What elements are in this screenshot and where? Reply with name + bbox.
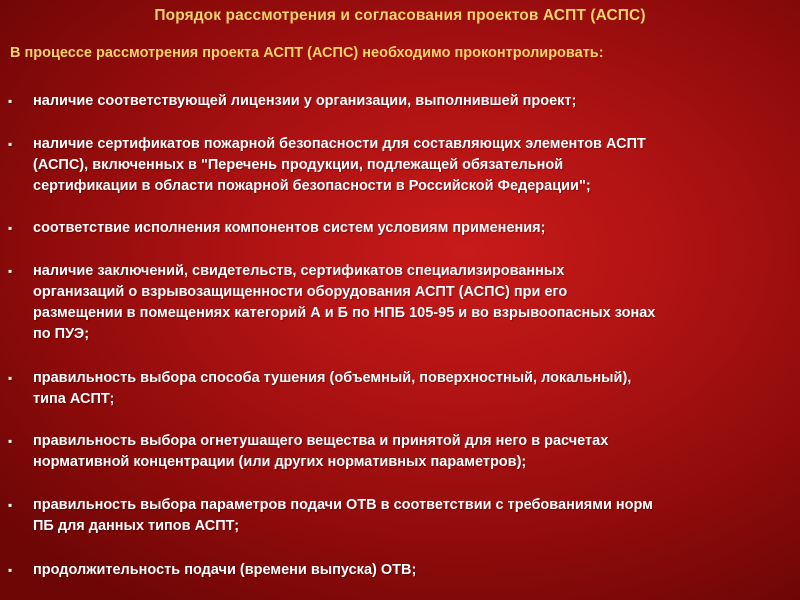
list-item [8, 91, 788, 112]
list-item-text: правильность выбора способа тушения (объемный, поверхностный, локальный), типа АСПТ; [33, 370, 632, 407]
slide-title: Порядок рассмотрения и согласования проектов АСПТ (АСПС) [154, 7, 646, 24]
list-item-text: наличие соответствующей лицензии у организации, выполнившей проект; [33, 93, 577, 109]
bullet-icon: ▪ [8, 498, 13, 512]
bullet-icon: ▪ [8, 137, 13, 151]
list-item-text: наличие заключений, свидетельств, сертификатов специализированных организаций о взрывозащищенности оборудования АСПТ (АСПС) при его размещении в помещениях категорий А и Б по НПБ 105-95 и во взрывоопасных зонах по ПУЭ; [33, 263, 656, 342]
list-item [8, 560, 788, 581]
list-item-text: наличие сертификатов пожарной безопасности для составляющих элементов АСПТ (АСПС), включенных в "Перечень продукции, подлежащей обязательной сертификации в области пожарной безопасности в Российской Федерации"; [33, 136, 646, 194]
slide-intro: В процессе рассмотрения проекта АСПТ (АСПС) необходимо проконтролировать: [10, 45, 604, 61]
bullet-icon: ▪ [8, 221, 13, 235]
list-item-text: правильность выбора параметров подачи ОТВ в соответствии с требованиями норм ПБ для данных типов АСПТ; [33, 497, 653, 534]
list-item [8, 134, 788, 197]
list-item-text: соответствие исполнения компонентов систем условиям применения; [33, 220, 546, 236]
list-item [8, 261, 788, 345]
bullet-icon: ▪ [8, 94, 13, 108]
bullet-icon: ▪ [8, 563, 13, 577]
list-item [8, 218, 788, 239]
list-item [8, 368, 788, 410]
list-item [8, 431, 788, 473]
bullet-icon: ▪ [8, 264, 13, 278]
list-item-text: продолжительность подачи (времени выпуска) ОТВ; [33, 562, 417, 578]
bullet-icon: ▪ [8, 434, 13, 448]
list-item-text: правильность выбора огнетушащего вещества и принятой для него в расчетах нормативной концентрации (или других нормативных параметров); [33, 433, 609, 470]
list-item [8, 495, 788, 537]
bullet-icon: ▪ [8, 371, 13, 385]
